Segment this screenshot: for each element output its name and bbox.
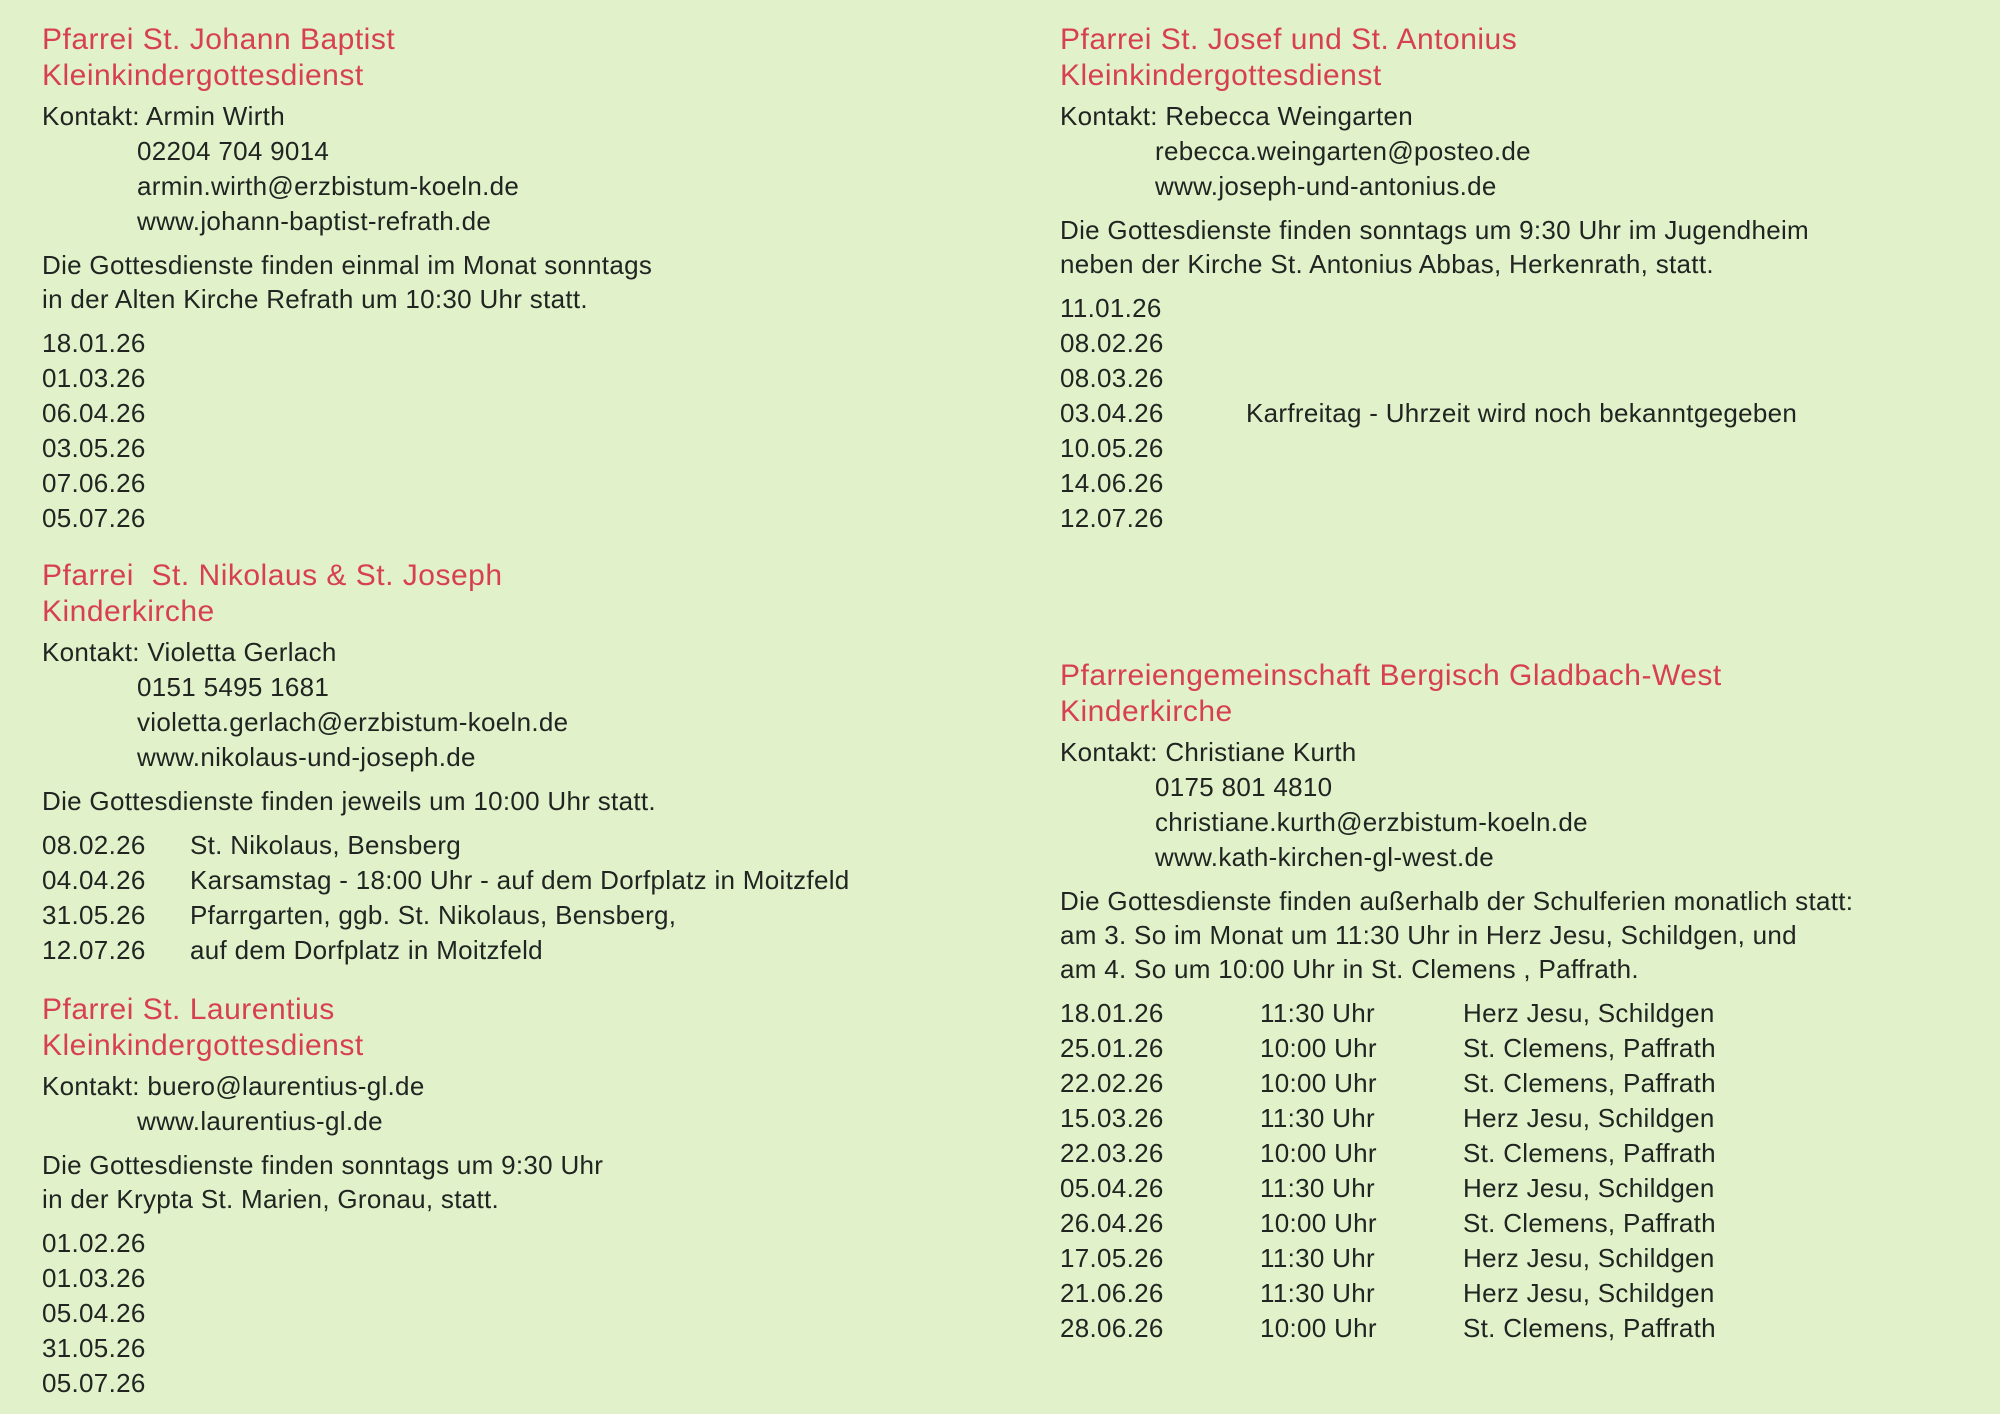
schedule-date: 03.04.26: [1060, 398, 1164, 428]
schedule-date: 12.07.26: [42, 935, 146, 965]
schedule-row: [42, 1226, 982, 1261]
description: [42, 1148, 982, 1216]
schedule-time: 10:00 Uhr: [1260, 1068, 1377, 1098]
contact-block: [1060, 735, 1980, 875]
schedule-row: [1060, 1206, 1980, 1241]
schedule-date: 21.06.26: [1060, 1278, 1164, 1308]
schedule-time: 10:00 Uhr: [1260, 1313, 1377, 1343]
schedule-row: [1060, 326, 1980, 361]
schedule-date: 01.03.26: [42, 1263, 146, 1293]
section-subtitle: Kinderkirche: [42, 595, 215, 628]
description-line: Die Gottesdienste finden jeweils um 10:00 Uhr statt.: [42, 786, 656, 816]
description: [1060, 213, 1980, 281]
schedule-time: 11:30 Uhr: [1260, 1278, 1375, 1308]
schedule-date: 05.04.26: [42, 1298, 146, 1328]
schedule-date: 12.07.26: [1060, 503, 1164, 533]
schedule-row: [42, 326, 982, 361]
section-subtitle: Kinderkirche: [1060, 695, 1233, 728]
schedule-location: St. Clemens, Paffrath: [1463, 1208, 1716, 1238]
description-line: Die Gottesdienste finden sonntags um 9:30 Uhr im Jugendheim: [1060, 215, 1810, 245]
schedule-time: 11:30 Uhr: [1260, 1103, 1375, 1133]
schedule-row: [1060, 1171, 1980, 1206]
schedule-date: 05.07.26: [42, 503, 146, 533]
contact-website: www.joseph-und-antonius.de: [1155, 171, 1497, 201]
schedule-row: [42, 898, 982, 933]
contact-block: [42, 635, 982, 775]
description: [1060, 884, 1980, 986]
contact-line: Kontakt: buero@laurentius-gl.de: [42, 1071, 425, 1101]
schedule-list: [42, 828, 982, 968]
contact-line: Kontakt: Armin Wirth: [42, 101, 285, 131]
schedule-date: 01.03.26: [42, 363, 146, 393]
schedule-row: [1060, 1311, 1980, 1346]
schedule-time: 10:00 Uhr: [1260, 1208, 1377, 1238]
schedule-date: 10.05.26: [1060, 433, 1164, 463]
schedule-row: [42, 828, 982, 863]
schedule-row: [1060, 1276, 1980, 1311]
schedule-list: [1060, 291, 1980, 536]
contact-phone: 02204 704 9014: [137, 136, 330, 166]
schedule-row: [1060, 1066, 1980, 1101]
schedule-date: 28.06.26: [1060, 1313, 1164, 1343]
schedule-date: 08.02.26: [1060, 328, 1164, 358]
section-subtitle: Kleinkindergottesdienst: [1060, 59, 1382, 92]
schedule-row: [42, 501, 982, 536]
schedule-row: [42, 933, 982, 968]
schedule-date: 05.07.26: [42, 1368, 146, 1398]
schedule-date: 22.02.26: [1060, 1068, 1164, 1098]
contact-block: [1060, 99, 1980, 204]
section-st-josef-st-antonius: [1060, 22, 1980, 536]
contact-website: www.nikolaus-und-joseph.de: [137, 742, 476, 772]
schedule-row: [1060, 396, 1980, 431]
schedule-date: 04.04.26: [42, 865, 146, 895]
schedule-row: [1060, 501, 1980, 536]
description-line: Die Gottesdienste finden sonntags um 9:30 Uhr: [42, 1150, 604, 1180]
schedule-row: [42, 1331, 982, 1366]
schedule-row: [1060, 1031, 1980, 1066]
schedule-table: [1060, 996, 1980, 1346]
schedule-time: 10:00 Uhr: [1260, 1033, 1377, 1063]
schedule-date: 05.04.26: [1060, 1173, 1164, 1203]
schedule-row: [42, 1261, 982, 1296]
schedule-location: Herz Jesu, Schildgen: [1463, 1173, 1715, 1203]
contact-line: Kontakt: Violetta Gerlach: [42, 637, 337, 667]
schedule-date: 08.03.26: [1060, 363, 1164, 393]
contact-website: www.laurentius-gl.de: [137, 1106, 383, 1136]
contact-phone: 0151 5495 1681: [137, 672, 330, 702]
schedule-location: Herz Jesu, Schildgen: [1463, 1103, 1715, 1133]
contact-block: [42, 1069, 982, 1139]
schedule-note: auf dem Dorfplatz in Moitzfeld: [190, 935, 543, 965]
section-st-johann-baptist: [42, 22, 982, 536]
contact-website: www.johann-baptist-refrath.de: [137, 206, 492, 236]
schedule-row: [1060, 291, 1980, 326]
schedule-row: [42, 863, 982, 898]
schedule-note: St. Nikolaus, Bensberg: [190, 830, 462, 860]
schedule-location: St. Clemens, Paffrath: [1463, 1313, 1716, 1343]
contact-email: armin.wirth@erzbistum-koeln.de: [137, 171, 520, 201]
schedule-date: 31.05.26: [42, 900, 146, 930]
schedule-date: 18.01.26: [42, 328, 146, 358]
schedule-list: [42, 1226, 982, 1401]
schedule-time: 11:30 Uhr: [1260, 1243, 1375, 1273]
schedule-row: [1060, 466, 1980, 501]
schedule-note: Karsamstag - 18:00 Uhr - auf dem Dorfplatz in Moitzfeld: [190, 865, 850, 895]
schedule-date: 31.05.26: [42, 1333, 146, 1363]
schedule-time: 10:00 Uhr: [1260, 1138, 1377, 1168]
contact-email: violetta.gerlach@erzbistum-koeln.de: [137, 707, 569, 737]
description-line: am 4. So um 10:00 Uhr in St. Clemens , Paffrath.: [1060, 954, 1639, 984]
contact-website: www.kath-kirchen-gl-west.de: [1155, 842, 1494, 872]
schedule-date: 14.06.26: [1060, 468, 1164, 498]
contact-line: Kontakt: Christiane Kurth: [1060, 737, 1357, 767]
schedule-date: 01.02.26: [42, 1228, 146, 1258]
contact-phone: 0175 801 4810: [1155, 772, 1333, 802]
schedule-location: St. Clemens, Paffrath: [1463, 1138, 1716, 1168]
schedule-row: [1060, 996, 1980, 1031]
section-title: Pfarrei St. Johann Baptist: [42, 23, 396, 56]
section-bergisch-gladbach-west: [1060, 658, 1980, 1346]
description: [42, 784, 982, 818]
section-title: Pfarrei St. Nikolaus & St. Joseph: [42, 559, 503, 592]
schedule-location: St. Clemens, Paffrath: [1463, 1068, 1716, 1098]
schedule-date: 08.02.26: [42, 830, 146, 860]
section-title: Pfarrei St. Josef und St. Antonius: [1060, 23, 1518, 56]
description-line: Die Gottesdienste finden einmal im Monat sonntags: [42, 250, 653, 280]
schedule-row: [1060, 1101, 1980, 1136]
schedule-row: [42, 466, 982, 501]
schedule-date: 26.04.26: [1060, 1208, 1164, 1238]
contact-email: rebecca.weingarten@posteo.de: [1155, 136, 1531, 166]
schedule-date: 03.05.26: [42, 433, 146, 463]
schedule-location: St. Clemens, Paffrath: [1463, 1033, 1716, 1063]
description: [42, 248, 982, 316]
section-title: Pfarrei St. Laurentius: [42, 993, 335, 1026]
schedule-date: 15.03.26: [1060, 1103, 1164, 1133]
section-subtitle: Kleinkindergottesdienst: [42, 1029, 364, 1062]
schedule-time: 11:30 Uhr: [1260, 998, 1375, 1028]
schedule-row: [42, 1296, 982, 1331]
schedule-row: [42, 431, 982, 466]
section-subtitle: Kleinkindergottesdienst: [42, 59, 364, 92]
section-st-laurentius: [42, 992, 982, 1401]
description-line: in der Alten Kirche Refrath um 10:30 Uhr statt.: [42, 284, 588, 314]
schedule-row: [42, 361, 982, 396]
schedule-list: [42, 326, 982, 536]
section-st-nikolaus-st-joseph: [42, 558, 982, 968]
schedule-location: Herz Jesu, Schildgen: [1463, 1243, 1715, 1273]
schedule-row: [42, 1366, 982, 1401]
schedule-row: [1060, 361, 1980, 396]
schedule-row: [1060, 1136, 1980, 1171]
schedule-date: 06.04.26: [42, 398, 146, 428]
schedule-location: Herz Jesu, Schildgen: [1463, 998, 1715, 1028]
schedule-time: 11:30 Uhr: [1260, 1173, 1375, 1203]
schedule-date: 17.05.26: [1060, 1243, 1164, 1273]
schedule-note: Pfarrgarten, ggb. St. Nikolaus, Bensberg,: [190, 900, 677, 930]
schedule-row: [42, 396, 982, 431]
schedule-row: [1060, 431, 1980, 466]
schedule-date: 11.01.26: [1060, 293, 1162, 323]
schedule-date: 07.06.26: [42, 468, 146, 498]
section-title: Pfarreiengemeinschaft Bergisch Gladbach-West: [1060, 659, 1722, 692]
description-line: am 3. So im Monat um 11:30 Uhr in Herz Jesu, Schildgen, und: [1060, 920, 1797, 950]
contact-line: Kontakt: Rebecca Weingarten: [1060, 101, 1414, 131]
schedule-date: 22.03.26: [1060, 1138, 1164, 1168]
description-line: in der Krypta St. Marien, Gronau, statt.: [42, 1184, 500, 1214]
contact-block: [42, 99, 982, 239]
description-line: Die Gottesdienste finden außerhalb der Schulferien monatlich statt:: [1060, 886, 1854, 916]
schedule-note: Karfreitag - Uhrzeit wird noch bekanntgegeben: [1246, 398, 1798, 428]
schedule-date: 18.01.26: [1060, 998, 1164, 1028]
schedule-row: [1060, 1241, 1980, 1276]
contact-email: christiane.kurth@erzbistum-koeln.de: [1155, 807, 1588, 837]
description-line: neben der Kirche St. Antonius Abbas, Herkenrath, statt.: [1060, 249, 1714, 279]
schedule-date: 25.01.26: [1060, 1033, 1164, 1063]
schedule-location: Herz Jesu, Schildgen: [1463, 1278, 1715, 1308]
